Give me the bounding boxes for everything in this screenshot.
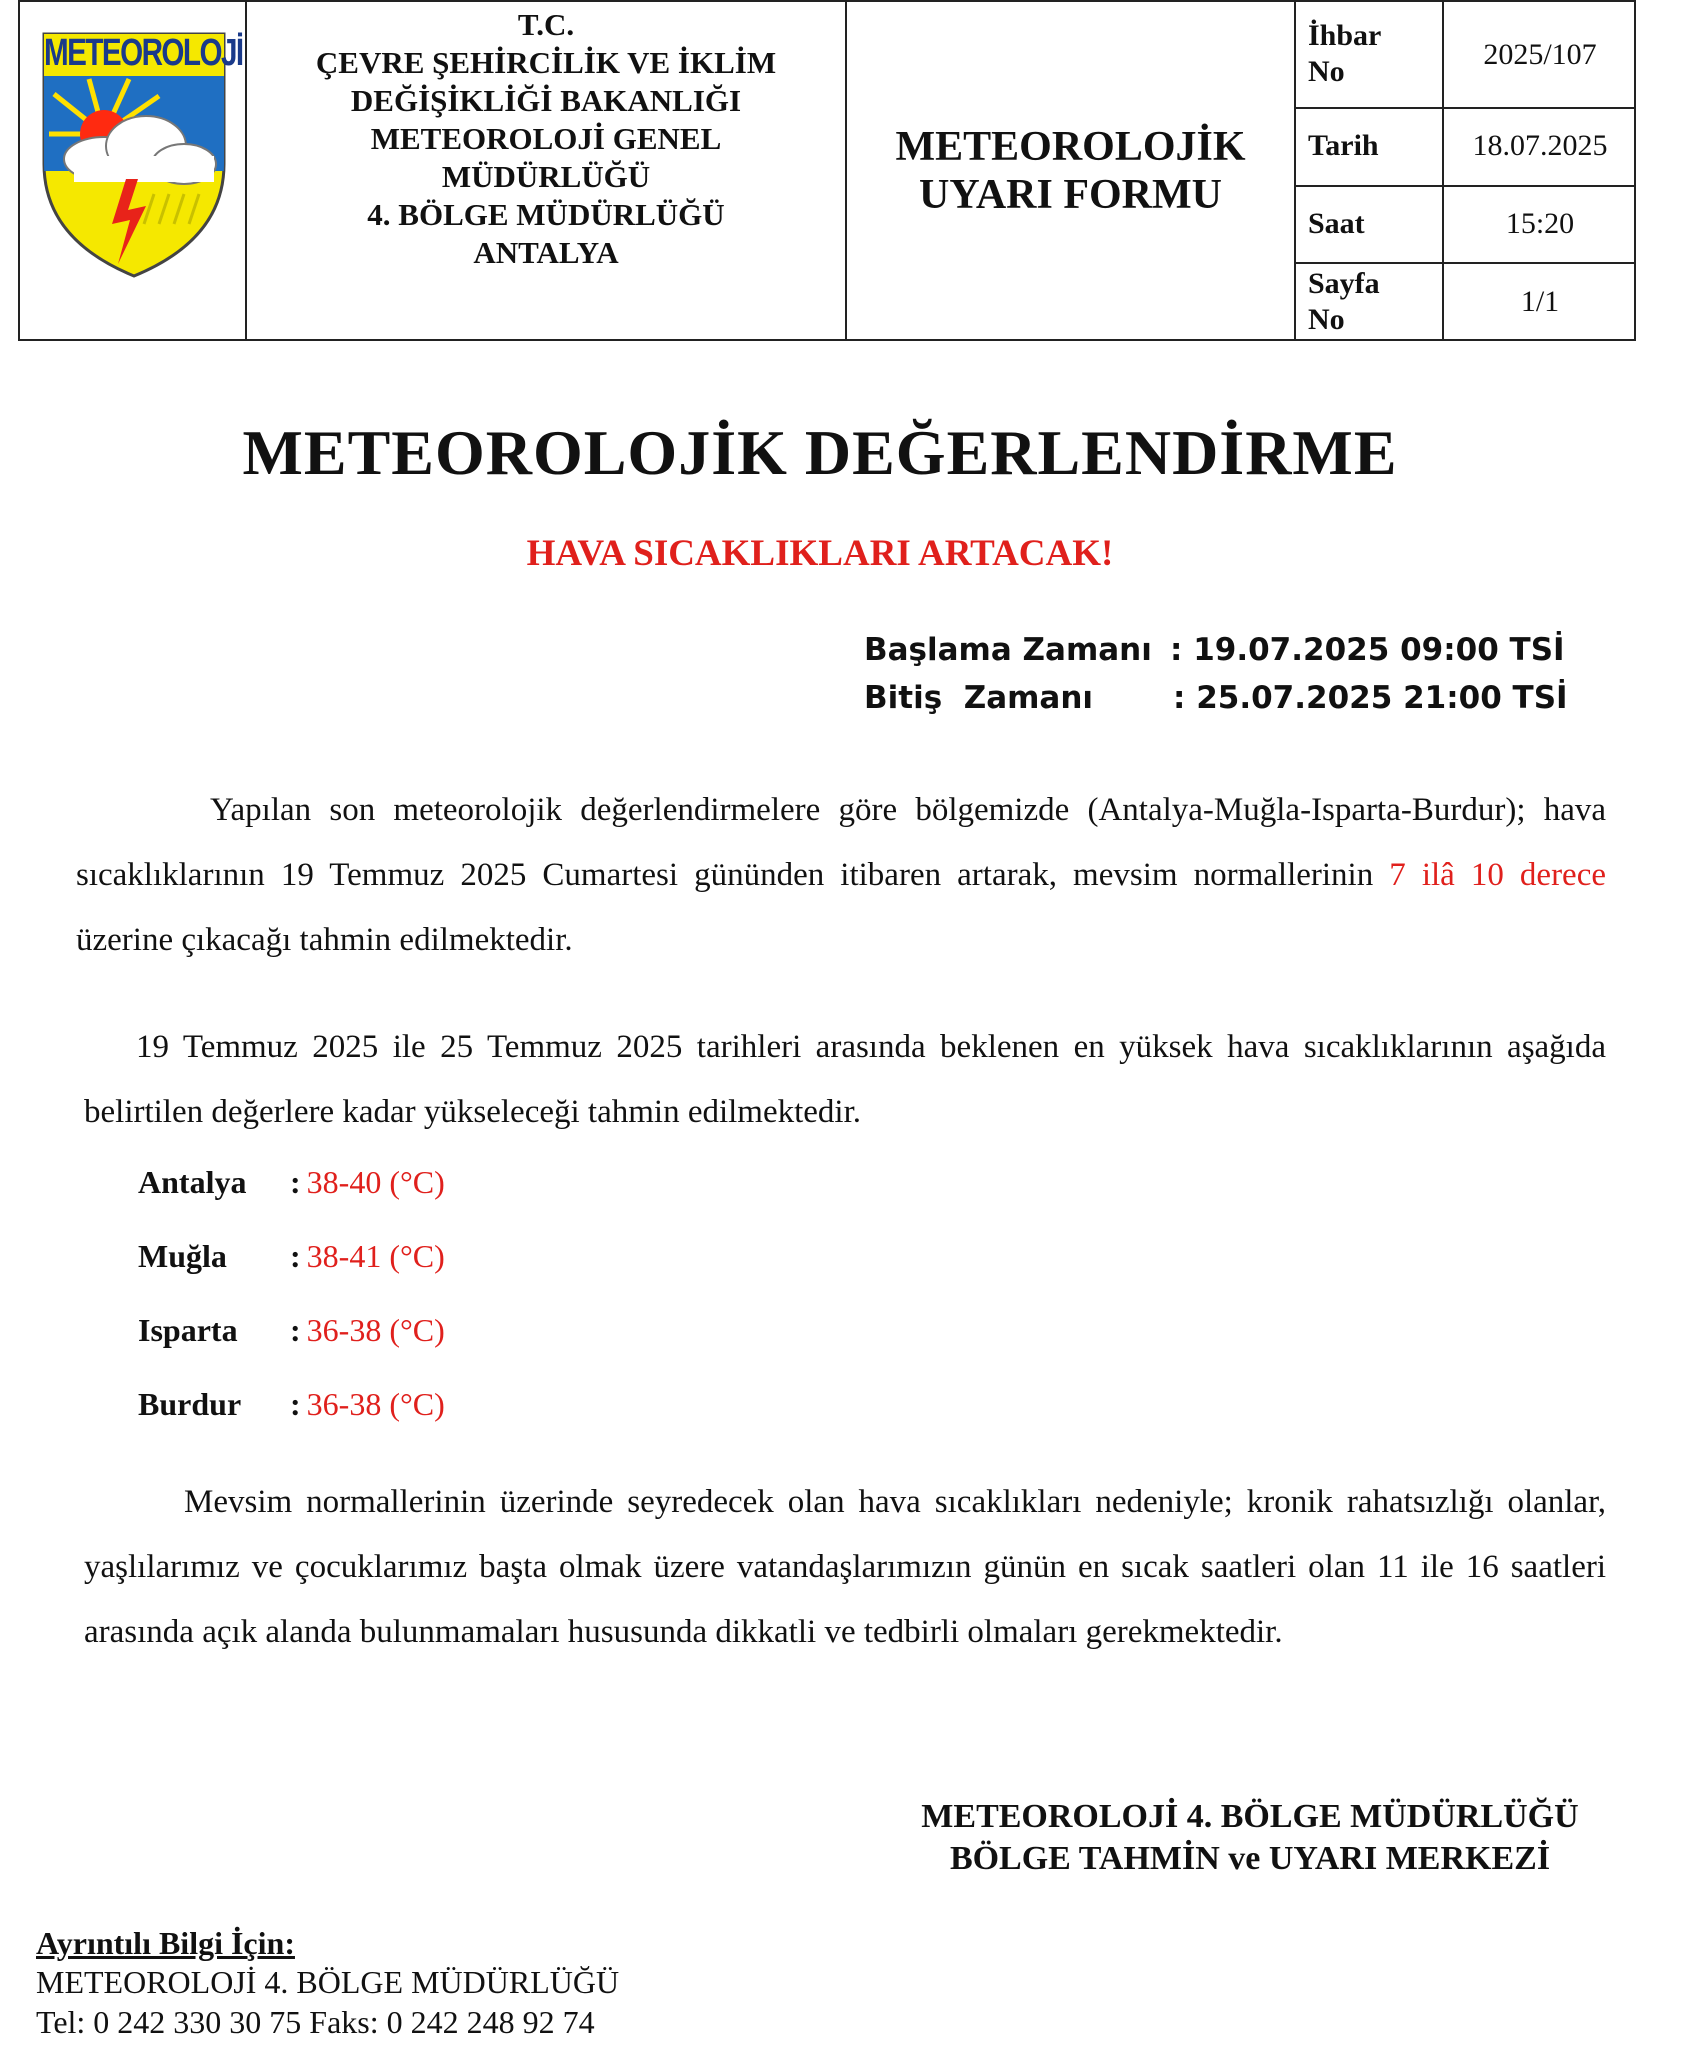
paragraph-advice: Mevsim normallerinin üzerinde seyredecek olan hava sıcaklıkları nedeniyle; kronik rahatsızlığı olanlar, yaşlılarımız ve çocuklarımız başta olmak üzere vatandaşlarımızın günün en sıcak saatleri olan 11 ile 16 saatleri arasında açık alanda bulunmamaları hususunda dikkatli ve tedbirli olmaları gerekmektedir.	[84, 1484, 1606, 1650]
form-title-line: METEOROLOJİK	[895, 123, 1246, 170]
footer-contact: Tel: 0 242 330 30 75 Faks: 0 242 248 92 74	[36, 2004, 595, 2040]
meta-label-ihbar-no	[1296, 18, 1442, 90]
org-line: METEOROLOJİ GENEL	[370, 121, 722, 156]
org-line: T.C.	[517, 7, 575, 42]
org-line: MÜDÜRLÜĞÜ	[441, 159, 651, 194]
paragraph-text: Yapılan son meteorolojik değerlendirmelere göre bölgemizde (Antalya-Muğla-Isparta-Burdur); hava sıcaklıklarının 19 Temmuz 2025 Cumartesi gününden itibaren artarak, mevsim normallerinin	[76, 792, 1606, 893]
city-temperature	[290, 1384, 445, 1424]
org-line: 4. BÖLGE MÜDÜRLÜĞÜ	[367, 197, 725, 232]
header-divider	[1294, 107, 1636, 109]
header-divider	[1294, 262, 1636, 264]
header-divider	[1294, 185, 1636, 187]
city-temperature	[290, 1162, 445, 1202]
highlight-text: 7 ilâ 10 derece	[1389, 857, 1606, 893]
end-time-label: Bitiş Zamanı	[864, 680, 1094, 716]
temperature-value: 38-40 (°C)	[306, 1164, 445, 1200]
warning-subtitle: HAVA SICAKLIKLARI ARTACAK!	[526, 533, 1114, 574]
start-time-label: Başlama Zamanı	[864, 632, 1152, 668]
city-temperature	[290, 1236, 445, 1276]
meta-label-tarih: Tarih	[1308, 129, 1379, 162]
footer-title: Ayrıntılı Bilgi İçin:	[36, 1925, 295, 1961]
meta-label-sayfa-no	[1296, 266, 1442, 338]
start-time-value: : 19.07.2025 09:00 TSİ	[1170, 632, 1565, 668]
form-title-line: UYARI FORMU	[919, 171, 1222, 218]
organization-name	[247, 2, 845, 339]
temperature-value: 36-38 (°C)	[306, 1312, 445, 1348]
form-title	[847, 2, 1294, 339]
colon: :	[290, 1164, 301, 1200]
city-temperature	[290, 1310, 445, 1350]
colon: :	[290, 1238, 301, 1274]
city-name: Muğla	[138, 1238, 227, 1274]
paragraph-text: üzerine çıkacağı tahmin edilmektedir.	[76, 922, 573, 958]
temperature-value: 38-41 (°C)	[306, 1238, 445, 1274]
org-line: DEĞİŞİKLİĞİ BAKANLIĞI	[350, 83, 742, 118]
signature-line: BÖLGE TAHMİN ve UYARI MERKEZİ	[949, 1840, 1551, 1877]
logo-text: METEOROLOJİ	[44, 32, 243, 74]
page-title: METEOROLOJİK DEĞERLENDİRME	[242, 417, 1398, 488]
meta-label-line: Sayfa	[1308, 267, 1380, 300]
org-line: ÇEVRE ŞEHİRCİLİK VE İKLİM	[315, 45, 777, 80]
footer-org: METEOROLOJİ 4. BÖLGE MÜDÜRLÜĞÜ	[36, 1964, 620, 2000]
city-name: Isparta	[138, 1312, 238, 1348]
meta-label-line: İhbar	[1308, 19, 1382, 52]
header-table	[18, 0, 1636, 341]
paragraph-max-temps: 19 Temmuz 2025 ile 25 Temmuz 2025 tarihleri arasında beklenen en yüksek hava sıcaklıklarının aşağıda belirtilen değerlere kadar yükseleceği tahmin edilmektedir.	[84, 1029, 1606, 1130]
logo-cell	[20, 2, 245, 339]
meta-label-line: No	[1308, 55, 1345, 88]
city-name: Burdur	[138, 1386, 242, 1422]
meta-label-saat: Saat	[1308, 207, 1365, 240]
org-line: ANTALYA	[473, 235, 619, 270]
meta-label-line: No	[1308, 303, 1345, 336]
meta-value-ihbar-no: 2025/107	[1483, 38, 1597, 71]
meta-value-sayfa-no: 1/1	[1520, 285, 1560, 318]
signature-line: METEOROLOJİ 4. BÖLGE MÜDÜRLÜĞÜ	[921, 1798, 1579, 1835]
meta-value-tarih: 18.07.2025	[1472, 129, 1608, 162]
city-name: Antalya	[138, 1164, 247, 1200]
meta-value-saat: 15:20	[1505, 207, 1575, 240]
end-time-value: : 25.07.2025 21:00 TSİ	[1173, 680, 1568, 716]
colon: :	[290, 1386, 301, 1422]
colon: :	[290, 1312, 301, 1348]
paragraph-forecast	[76, 778, 1606, 973]
temperature-value: 36-38 (°C)	[306, 1386, 445, 1422]
